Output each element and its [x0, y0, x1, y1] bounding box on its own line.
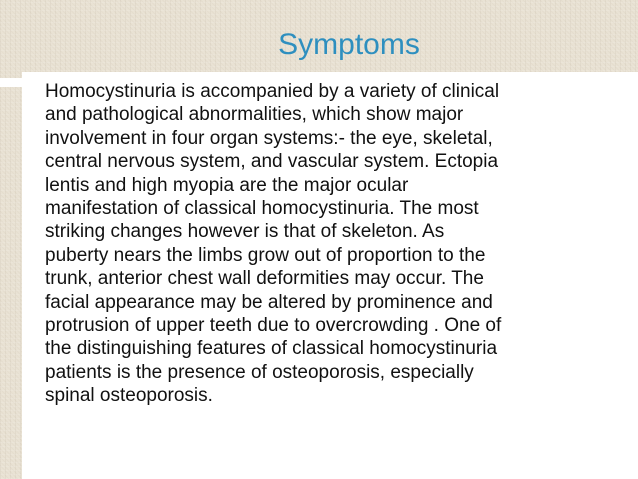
- slide-body-text: Homocystinuria is accompanied by a variety of clinical and pathological abnormalities, which show major involvement in four organ systems:- the eye, skeletal, central nervous system, and vascular system. Ectopia lentis and high myopia are the major ocular manifestation of classical homocystinuria. The most striking changes however is that of skeleton. As puberty nears the limbs grow out of proportion to the trunk, anterior chest wall deformities may occur. The facial appearance may be altered by prominence and protrusion of upper teeth due to overcrowding . One of the distinguishing features of classical homocystinuria patients is the presence of osteoporosis, especially spinal osteoporosis.: [45, 81, 502, 407]
- slide-title: Symptoms: [278, 28, 420, 61]
- title-accent-bar: [0, 78, 22, 87]
